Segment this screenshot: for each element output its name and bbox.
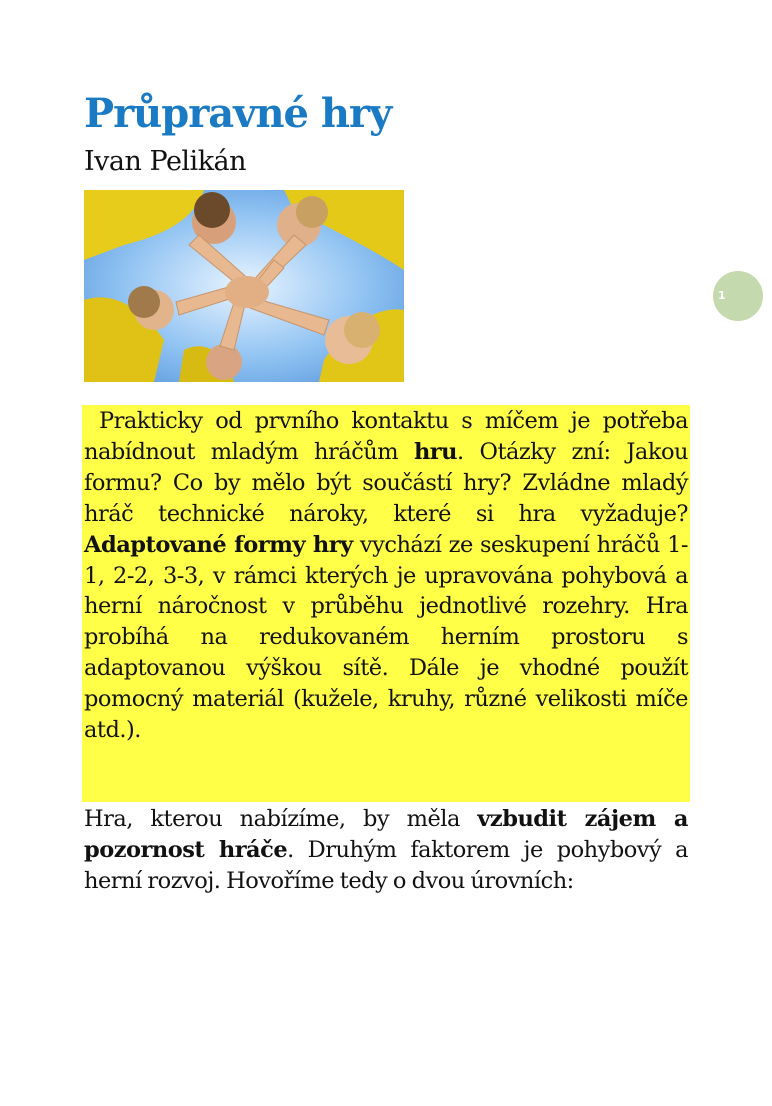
intro-paragraph — [84, 406, 688, 746]
team-hands-huddle-photo — [84, 190, 404, 382]
bold-term-hra: hru — [413, 438, 458, 465]
text-span: . Otázky zní: Jakou formu? Co by mělo být součástí hry? Zvládne mladý hráč technické nároky, které si hra vyžaduje? — [84, 438, 688, 527]
text-span: vychází ze seskupení hráčů 1-1, 2-2, 3-3, v rámci kterých je upravována pohybová a herní náročnost v průběhu jednotlivé rozehry. Hra probíhá na redukovaném herním prostoru s adaptovanou výškou sítě. Dále je vhodné použít pomocný materiál (kužele, kruhy, různé velikosti míče atd.). — [84, 531, 688, 744]
page-number-badge — [713, 271, 763, 321]
author-name: Ivan Pelikán — [84, 146, 247, 177]
page-number: 1 — [718, 289, 726, 302]
text-span: Hra, kterou nabízíme, by měla — [84, 806, 478, 832]
text-span: Prakticky od prvního kontaktu s míčem je potřeba nabídnout mladým hráčům — [84, 408, 688, 465]
page-title: Průpravné hry — [84, 90, 392, 137]
bold-term-adaptovane-formy: Adaptované formy hry — [84, 531, 353, 558]
bold-term-zajem: vzbudit zájem a pozornost hráče — [84, 806, 688, 863]
second-paragraph — [84, 804, 688, 897]
text-span: . Druhým faktorem je pohybový a herní rozvoj. Hovoříme tedy o dvou úrovních: — [84, 836, 688, 894]
